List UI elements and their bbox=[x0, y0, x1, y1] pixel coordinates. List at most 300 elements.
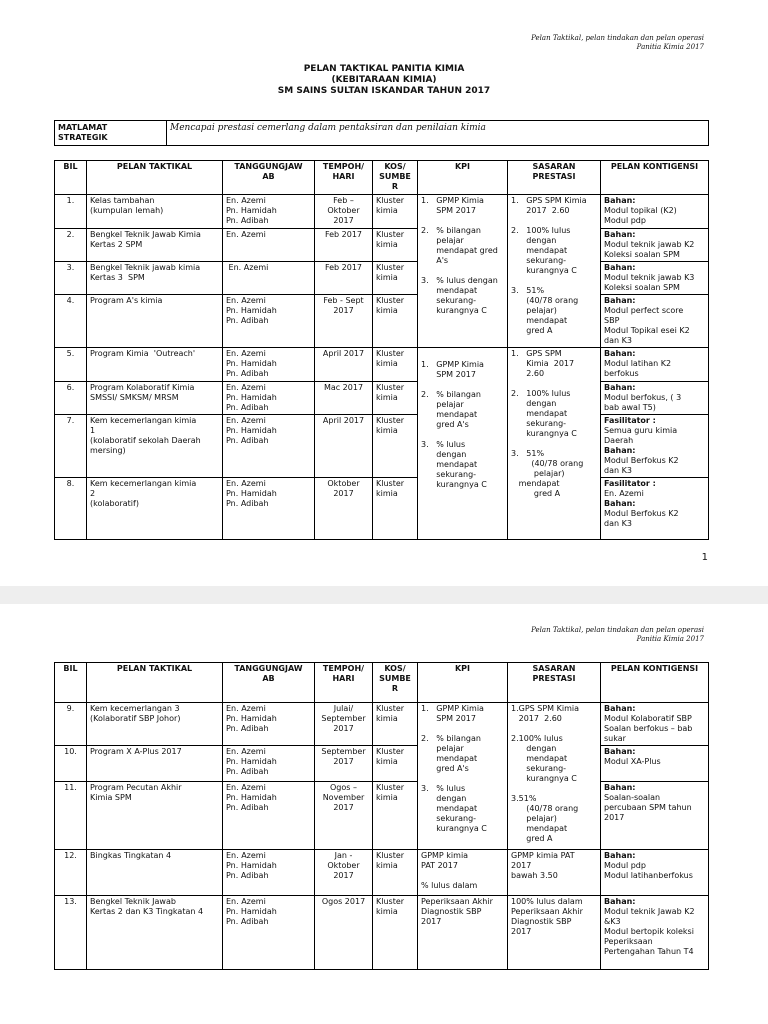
tempoh-line: 2017 bbox=[333, 724, 354, 733]
sasaran-line: mendapat bbox=[511, 479, 560, 488]
pelan-cell bbox=[87, 348, 223, 382]
kontigensi-item: Peperiksaan bbox=[604, 937, 653, 946]
kpi-line: sekurang- bbox=[421, 296, 477, 305]
col-tempoh: TEMPOH/ HARI bbox=[315, 161, 373, 195]
pelan-cell bbox=[87, 478, 223, 540]
title-line-3: SM SAINS SULTAN ISKANDAR TAHUN 2017 bbox=[277, 86, 491, 96]
kontigensi-item: &K3 bbox=[604, 917, 621, 926]
kos-line: kimia bbox=[376, 393, 398, 402]
sasaran-line: Kimia 2017 bbox=[511, 359, 575, 368]
kontigensi-heading: Bahan: bbox=[604, 349, 636, 358]
sasaran-line: pelajar) bbox=[511, 306, 557, 315]
sasaran-line: 3. 51% bbox=[511, 449, 545, 458]
tempoh-cell bbox=[315, 850, 373, 896]
document-page-2 bbox=[0, 604, 768, 1024]
kos-line: kimia bbox=[376, 306, 398, 315]
kos-cell bbox=[373, 348, 418, 382]
bil-cell: 3. bbox=[55, 262, 87, 295]
sasaran-line: mendapat bbox=[511, 754, 568, 763]
col-pelan: PELAN TAKTIKAL bbox=[87, 663, 223, 703]
kos-line: Kluster bbox=[376, 416, 405, 425]
pelan-line: Kertas 3 SPM bbox=[90, 273, 145, 282]
kpi-line: 3. % lulus dengan bbox=[421, 276, 498, 285]
kontigensi-item: Modul Berfokus K2 bbox=[604, 509, 679, 518]
kpi-line: A's bbox=[421, 256, 449, 265]
pelan-line: Kem kecemerlangan kimia bbox=[90, 479, 197, 488]
table-row bbox=[55, 782, 709, 850]
tempoh-line: November bbox=[322, 793, 365, 802]
kpi-line: gred A's bbox=[421, 420, 469, 429]
tempoh-line: Feb 2017 bbox=[324, 263, 363, 272]
kpi-line: pelajar bbox=[421, 744, 464, 753]
tanggungjawab-line: Pn. Adibah bbox=[226, 767, 269, 776]
sasaran-line: 2. 100% lulus bbox=[511, 226, 571, 235]
kos-line: Kluster bbox=[376, 851, 405, 860]
tempoh-line: April 2017 bbox=[322, 349, 365, 358]
sasaran-line: mendapat bbox=[511, 246, 568, 255]
tempoh-cell bbox=[315, 195, 373, 229]
kos-line: kimia bbox=[376, 359, 398, 368]
table-row bbox=[55, 195, 709, 229]
page-header-2 bbox=[531, 626, 704, 644]
sasaran-line: 2017 bbox=[511, 927, 532, 936]
kpi-line bbox=[421, 216, 504, 226]
sasaran-line: sekurang- bbox=[511, 419, 567, 428]
tempoh-cell bbox=[315, 262, 373, 295]
kontigensi-heading: Bahan: bbox=[604, 747, 636, 756]
kpi-line bbox=[421, 774, 504, 784]
tempoh-line: 2017 bbox=[333, 871, 354, 880]
tactical-plan-table-1 bbox=[54, 160, 709, 540]
kontigensi-item: dan K3 bbox=[604, 519, 632, 528]
kos-line: Kluster bbox=[376, 704, 405, 713]
kpi-line: 1. GPMP Kimia bbox=[421, 360, 484, 369]
col-kontigensi: PELAN KONTIGENSI bbox=[601, 161, 709, 195]
sasaran-line: dengan bbox=[511, 236, 557, 245]
tempoh-cell bbox=[315, 295, 373, 348]
tanggungjawab-line: En. Azemi bbox=[226, 383, 266, 392]
tanggungjawab-line: Pn. Hamidah bbox=[226, 206, 277, 215]
kontigensi-item: Koleksi soalan SPM bbox=[604, 283, 680, 292]
kos-cell bbox=[373, 478, 418, 540]
kpi-line: dengan bbox=[421, 794, 467, 803]
table-header-row bbox=[55, 663, 709, 703]
col-pelan: PELAN TAKTIKAL bbox=[87, 161, 223, 195]
sasaran-line bbox=[511, 439, 597, 449]
pelan-line: SMSSI/ SMKSM/ MRSM bbox=[90, 393, 179, 402]
sasaran-line: sekurang- bbox=[511, 256, 567, 265]
kpi-line: Peperiksaan Akhir bbox=[421, 897, 493, 906]
bil-cell: 13. bbox=[55, 896, 87, 970]
kos-line: kimia bbox=[376, 907, 398, 916]
tempoh-line: 2017 bbox=[333, 306, 354, 315]
tempoh-line: Feb – bbox=[333, 196, 354, 205]
sasaran-line: (40/78 orang bbox=[511, 296, 579, 305]
kontigensi-heading: Bahan: bbox=[604, 499, 636, 508]
kpi-line bbox=[421, 380, 504, 390]
tempoh-cell bbox=[315, 703, 373, 746]
tanggungjawab-cell bbox=[223, 195, 315, 229]
matlamat-table bbox=[54, 120, 709, 146]
kos-cell bbox=[373, 382, 418, 415]
kontigensi-item: Modul teknik Jawab K2 bbox=[604, 907, 695, 916]
kontigensi-cell bbox=[601, 382, 709, 415]
pelan-cell bbox=[87, 782, 223, 850]
col-kos: KOS/ SUMBE R bbox=[373, 161, 418, 195]
kpi-line: kurangnya C bbox=[421, 480, 487, 489]
tanggungjawab-cell bbox=[223, 478, 315, 540]
kpi-line: 2. % bilangan bbox=[421, 734, 481, 743]
tanggungjawab-cell bbox=[223, 348, 315, 382]
tanggungjawab-cell bbox=[223, 746, 315, 782]
kontigensi-heading: Bahan: bbox=[604, 446, 636, 455]
kontigensi-item: Koleksi soalan SPM bbox=[604, 250, 680, 259]
table-row bbox=[55, 896, 709, 970]
tempoh-line: 2017 bbox=[333, 757, 354, 766]
sasaran-line: 2. 100% lulus bbox=[511, 389, 571, 398]
sasaran-line bbox=[511, 276, 597, 286]
bil-cell: 5. bbox=[55, 348, 87, 382]
kos-line: kimia bbox=[376, 714, 398, 723]
kontigensi-heading: Bahan: bbox=[604, 383, 636, 392]
kontigensi-item: SBP bbox=[604, 316, 620, 325]
kontigensi-item: dan K3 bbox=[604, 466, 632, 475]
kontigensi-heading: Bahan: bbox=[604, 704, 636, 713]
kontigensi-item: Modul latihan K2 bbox=[604, 359, 672, 368]
kpi-line: PAT 2017 bbox=[421, 861, 458, 870]
sasaran-line: 2017 bbox=[511, 861, 532, 870]
col-sasaran: SASARAN PRESTASI bbox=[508, 663, 601, 703]
bil-cell: 10. bbox=[55, 746, 87, 782]
table-row bbox=[55, 850, 709, 896]
col-tanggungjawab: TANGGUNGJAW AB bbox=[223, 663, 315, 703]
sasaran-cell bbox=[508, 703, 601, 850]
tempoh-cell bbox=[315, 382, 373, 415]
tanggungjawab-line: En. Azemi bbox=[226, 704, 266, 713]
kontigensi-heading: Fasilitator : bbox=[604, 416, 656, 425]
tanggungjawab-cell bbox=[223, 415, 315, 478]
table-row bbox=[55, 348, 709, 382]
sasaran-line: bawah 3.50 bbox=[511, 871, 558, 880]
tempoh-cell bbox=[315, 478, 373, 540]
title-line-1: PELAN TAKTIKAL PANITIA KIMIA bbox=[303, 64, 465, 74]
tanggungjawab-cell bbox=[223, 229, 315, 262]
kpi-line: GPMP kimia bbox=[421, 851, 469, 860]
kpi-line: 2. % bilangan bbox=[421, 390, 481, 399]
sasaran-line: mendapat bbox=[511, 409, 568, 418]
tanggungjawab-line: Pn. Adibah bbox=[226, 917, 269, 926]
kos-line: Kluster bbox=[376, 383, 405, 392]
kpi-line: sekurang- bbox=[421, 814, 477, 823]
kpi-line: 1. GPMP Kimia bbox=[421, 704, 484, 713]
sasaran-cell bbox=[508, 348, 601, 540]
kontigensi-item: Daerah bbox=[604, 436, 634, 445]
kontigensi-cell bbox=[601, 415, 709, 478]
kontigensi-item: percubaan SPM tahun bbox=[604, 803, 692, 812]
sasaran-line: (40/78 orang bbox=[511, 804, 579, 813]
pelan-cell bbox=[87, 382, 223, 415]
tanggungjawab-line: Pn. Adibah bbox=[226, 369, 269, 378]
pelan-line: Program X A-Plus 2017 bbox=[90, 747, 182, 756]
kontigensi-heading: Bahan: bbox=[604, 897, 636, 906]
table-row bbox=[55, 703, 709, 746]
table-row bbox=[55, 415, 709, 478]
sasaran-line: 2017 2.60 bbox=[511, 714, 562, 723]
sasaran-line: 1.GPS SPM Kimia bbox=[511, 704, 580, 713]
pelan-cell bbox=[87, 850, 223, 896]
kos-cell bbox=[373, 896, 418, 970]
tanggungjawab-line: Pn. Adibah bbox=[226, 216, 269, 225]
kontigensi-cell bbox=[601, 295, 709, 348]
header-line-2: Panitia Kimia 2017 bbox=[636, 43, 704, 51]
col-kpi: KPI bbox=[418, 161, 508, 195]
kontigensi-heading: Bahan: bbox=[604, 196, 636, 205]
tanggungjawab-line: En. Azemi bbox=[226, 416, 266, 425]
bil-cell: 12. bbox=[55, 850, 87, 896]
tanggungjawab-cell bbox=[223, 850, 315, 896]
pelan-line: Program Kimia 'Outreach' bbox=[90, 349, 196, 358]
kpi-line: mendapat bbox=[421, 286, 478, 295]
sasaran-line: mendapat bbox=[511, 824, 568, 833]
sasaran-line: 2.60 bbox=[511, 369, 545, 378]
pelan-line: Kertas 2 dan K3 Tingkatan 4 bbox=[90, 907, 204, 916]
tanggungjawab-cell bbox=[223, 262, 315, 295]
sasaran-cell bbox=[508, 195, 601, 348]
tanggungjawab-line: Pn. Hamidah bbox=[226, 393, 277, 402]
bil-cell: 11. bbox=[55, 782, 87, 850]
table-row bbox=[55, 229, 709, 262]
kontigensi-cell bbox=[601, 746, 709, 782]
bil-cell: 7. bbox=[55, 415, 87, 478]
pelan-line: Kimia SPM bbox=[90, 793, 132, 802]
title-line-2: (KEBITARAAN KIMIA) bbox=[331, 75, 437, 85]
kpi-line: mendapat bbox=[421, 410, 478, 419]
kontigensi-item: Modul Topikal esei K2 bbox=[604, 326, 690, 335]
tanggungjawab-line: Pn. Adibah bbox=[226, 436, 269, 445]
kontigensi-item: Modul bertopik koleksi bbox=[604, 927, 694, 936]
tanggungjawab-line: Pn. Adibah bbox=[226, 403, 269, 412]
tempoh-line: Oktober bbox=[327, 206, 360, 215]
col-bil: BIL bbox=[55, 161, 87, 195]
kontigensi-item: Modul Kolaboratif SBP bbox=[604, 714, 692, 723]
pelan-line: mersing) bbox=[90, 446, 126, 455]
kos-line: kimia bbox=[376, 426, 398, 435]
kpi-line: SPM 2017 bbox=[421, 370, 476, 379]
kos-line: kimia bbox=[376, 757, 398, 766]
table-row bbox=[55, 746, 709, 782]
col-bil: BIL bbox=[55, 663, 87, 703]
kpi-line: mendapat gred bbox=[421, 246, 498, 255]
kontigensi-cell bbox=[601, 348, 709, 382]
tempoh-line: Oktober bbox=[327, 861, 360, 870]
kpi-line bbox=[421, 266, 504, 276]
pelan-line: (kolaboratif) bbox=[90, 499, 139, 508]
pelan-cell bbox=[87, 229, 223, 262]
kontigensi-cell bbox=[601, 896, 709, 970]
tempoh-cell bbox=[315, 896, 373, 970]
kontigensi-cell bbox=[601, 229, 709, 262]
pelan-cell bbox=[87, 415, 223, 478]
tempoh-line: Ogos – bbox=[330, 783, 357, 792]
kpi-cell bbox=[418, 850, 508, 896]
tempoh-line: Ogos 2017 bbox=[321, 897, 366, 906]
kontigensi-cell bbox=[601, 782, 709, 850]
pelan-line: Kem kecemerlangan kimia bbox=[90, 416, 197, 425]
kontigensi-item: Modul pdp bbox=[604, 216, 646, 225]
sasaran-line: kurangnya C bbox=[511, 266, 577, 275]
kos-line: Kluster bbox=[376, 230, 405, 239]
kos-cell bbox=[373, 746, 418, 782]
kpi-line: kurangnya C bbox=[421, 824, 487, 833]
kpi-line: pelajar bbox=[421, 400, 464, 409]
kontigensi-item: sukar bbox=[604, 734, 626, 743]
kontigensi-heading: Bahan: bbox=[604, 296, 636, 305]
document-title bbox=[0, 64, 768, 97]
kpi-line: kurangnya C bbox=[421, 306, 487, 315]
tanggungjawab-line: Pn. Adibah bbox=[226, 316, 269, 325]
tempoh-line: September bbox=[321, 714, 366, 723]
kpi-line: Diagnostik SBP bbox=[421, 907, 482, 916]
col-kpi: KPI bbox=[418, 663, 508, 703]
tanggungjawab-line: En. Azemi bbox=[226, 747, 266, 756]
tanggungjawab-line: Pn. Hamidah bbox=[226, 426, 277, 435]
sasaran-line: Peperiksaan Akhir bbox=[511, 907, 583, 916]
tanggungjawab-line: Pn. Adibah bbox=[226, 499, 269, 508]
matlamat-value: Mencapai prestasi cemerlang dalam pentaksiran dan penilaian kimia bbox=[167, 121, 709, 146]
tempoh-line: Jan - bbox=[334, 851, 353, 860]
pelan-line: Kelas tambahan bbox=[90, 196, 155, 205]
pelan-line: Program Pecutan Akhir bbox=[90, 783, 182, 792]
kontigensi-heading: Bahan: bbox=[604, 230, 636, 239]
pelan-cell bbox=[87, 746, 223, 782]
tanggungjawab-line: En. Azemi bbox=[226, 851, 266, 860]
kos-line: Kluster bbox=[376, 747, 405, 756]
tanggungjawab-line: Pn. Hamidah bbox=[226, 714, 277, 723]
kos-cell bbox=[373, 415, 418, 478]
tanggungjawab-line: En. Azemi bbox=[226, 263, 269, 272]
kos-cell bbox=[373, 295, 418, 348]
kontigensi-cell bbox=[601, 478, 709, 540]
kpi-line: 1. GPMP Kimia bbox=[421, 196, 484, 205]
page-number: 1 bbox=[701, 552, 708, 563]
pelan-line: Kertas 2 SPM bbox=[90, 240, 143, 249]
kontigensi-item: Modul XA-Plus bbox=[604, 757, 661, 766]
kontigensi-item: Modul latihanberfokus bbox=[604, 871, 693, 880]
header2-line-2: Panitia Kimia 2017 bbox=[636, 635, 704, 643]
kontigensi-cell bbox=[601, 850, 709, 896]
page-header bbox=[531, 34, 704, 52]
bil-cell: 9. bbox=[55, 703, 87, 746]
tanggungjawab-line: Pn. Hamidah bbox=[226, 907, 277, 916]
tactical-plan-table-2 bbox=[54, 662, 709, 970]
bil-cell: 4. bbox=[55, 295, 87, 348]
tanggungjawab-line: Pn. Adibah bbox=[226, 803, 269, 812]
tanggungjawab-line: En. Azemi bbox=[226, 296, 266, 305]
kontigensi-item: Modul topikal (K2) bbox=[604, 206, 677, 215]
kos-line: Kluster bbox=[376, 783, 405, 792]
tanggungjawab-line: En. Azemi bbox=[226, 196, 266, 205]
sasaran-line: 1. GPS SPM bbox=[511, 349, 562, 358]
bil-cell: 6. bbox=[55, 382, 87, 415]
kontigensi-item: 2017 bbox=[604, 813, 625, 822]
pelan-cell bbox=[87, 262, 223, 295]
kpi-cell bbox=[418, 896, 508, 970]
kpi-line: 3. % lulus bbox=[421, 784, 466, 793]
kpi-line: sekurang- bbox=[421, 470, 477, 479]
tempoh-cell bbox=[315, 746, 373, 782]
kontigensi-item: Pertengahan Tahun T4 bbox=[604, 947, 694, 956]
kpi-line: SPM 2017 bbox=[421, 206, 476, 215]
bil-cell: 2. bbox=[55, 229, 87, 262]
kpi-line bbox=[421, 430, 504, 440]
sasaran-cell bbox=[508, 896, 601, 970]
sasaran-line: 1. GPS SPM Kimia bbox=[511, 196, 587, 205]
tanggungjawab-line: Pn. Adibah bbox=[226, 871, 269, 880]
header2-line-1: Pelan Taktikal, pelan tindakan dan pelan operasi bbox=[531, 626, 704, 634]
kontigensi-item: En. Azemi bbox=[604, 489, 644, 498]
pelan-line: Program A's kimia bbox=[90, 296, 163, 305]
sasaran-cell bbox=[508, 850, 601, 896]
kpi-line: mendapat bbox=[421, 754, 478, 763]
tanggungjawab-cell bbox=[223, 896, 315, 970]
pelan-line: (kolaboratif sekolah Daerah bbox=[90, 436, 201, 445]
tanggungjawab-line: Pn. Hamidah bbox=[226, 359, 277, 368]
tanggungjawab-line: Pn. Hamidah bbox=[226, 306, 277, 315]
kontigensi-cell bbox=[601, 195, 709, 229]
col-tempoh: TEMPOH/ HARI bbox=[315, 663, 373, 703]
pelan-line: Bengkel Teknik Jawab Kimia bbox=[90, 230, 201, 239]
kontigensi-item: berfokus bbox=[604, 369, 639, 378]
header-line-1: Pelan Taktikal, pelan tindakan dan pelan operasi bbox=[531, 34, 704, 42]
sasaran-line: pelajar) bbox=[511, 469, 565, 478]
col-sasaran: SASARAN PRESTASI bbox=[508, 161, 601, 195]
kos-line: kimia bbox=[376, 489, 398, 498]
sasaran-line: 2.100% lulus bbox=[511, 734, 563, 743]
tempoh-cell bbox=[315, 348, 373, 382]
tanggungjawab-line: Pn. Hamidah bbox=[226, 861, 277, 870]
pelan-line: Bingkas Tingkatan 4 bbox=[90, 851, 172, 860]
kos-cell bbox=[373, 262, 418, 295]
tempoh-cell bbox=[315, 415, 373, 478]
kos-line: Kluster bbox=[376, 479, 405, 488]
kpi-line: 2. % bilangan bbox=[421, 226, 481, 235]
kos-line: kimia bbox=[376, 206, 398, 215]
kos-line: Kluster bbox=[376, 196, 405, 205]
sasaran-line: pelajar) bbox=[511, 814, 557, 823]
sasaran-line: 100% lulus dalam bbox=[511, 897, 583, 906]
tempoh-line: 2017 bbox=[333, 803, 354, 812]
kontigensi-heading: Fasilitator : bbox=[604, 479, 656, 488]
kpi-line: pelajar bbox=[421, 236, 464, 245]
tempoh-cell bbox=[315, 782, 373, 850]
kontigensi-cell bbox=[601, 703, 709, 746]
kontigensi-item: bab awal T5) bbox=[604, 403, 656, 412]
tanggungjawab-cell bbox=[223, 703, 315, 746]
col-tanggungjawab: TANGGUNGJAW AB bbox=[223, 161, 315, 195]
tempoh-line: 2017 bbox=[333, 216, 354, 225]
pelan-cell bbox=[87, 703, 223, 746]
kpi-line: SPM 2017 bbox=[421, 714, 476, 723]
bil-cell: 8. bbox=[55, 478, 87, 540]
kos-cell bbox=[373, 195, 418, 229]
tanggungjawab-line: Pn. Hamidah bbox=[226, 757, 277, 766]
kpi-line bbox=[421, 871, 504, 881]
sasaran-line: (40/78 orang bbox=[511, 459, 584, 468]
kos-line: kimia bbox=[376, 861, 398, 870]
tanggungjawab-line: En. Azemi bbox=[226, 230, 266, 239]
kpi-line: gred A's bbox=[421, 764, 469, 773]
table-row bbox=[55, 478, 709, 540]
